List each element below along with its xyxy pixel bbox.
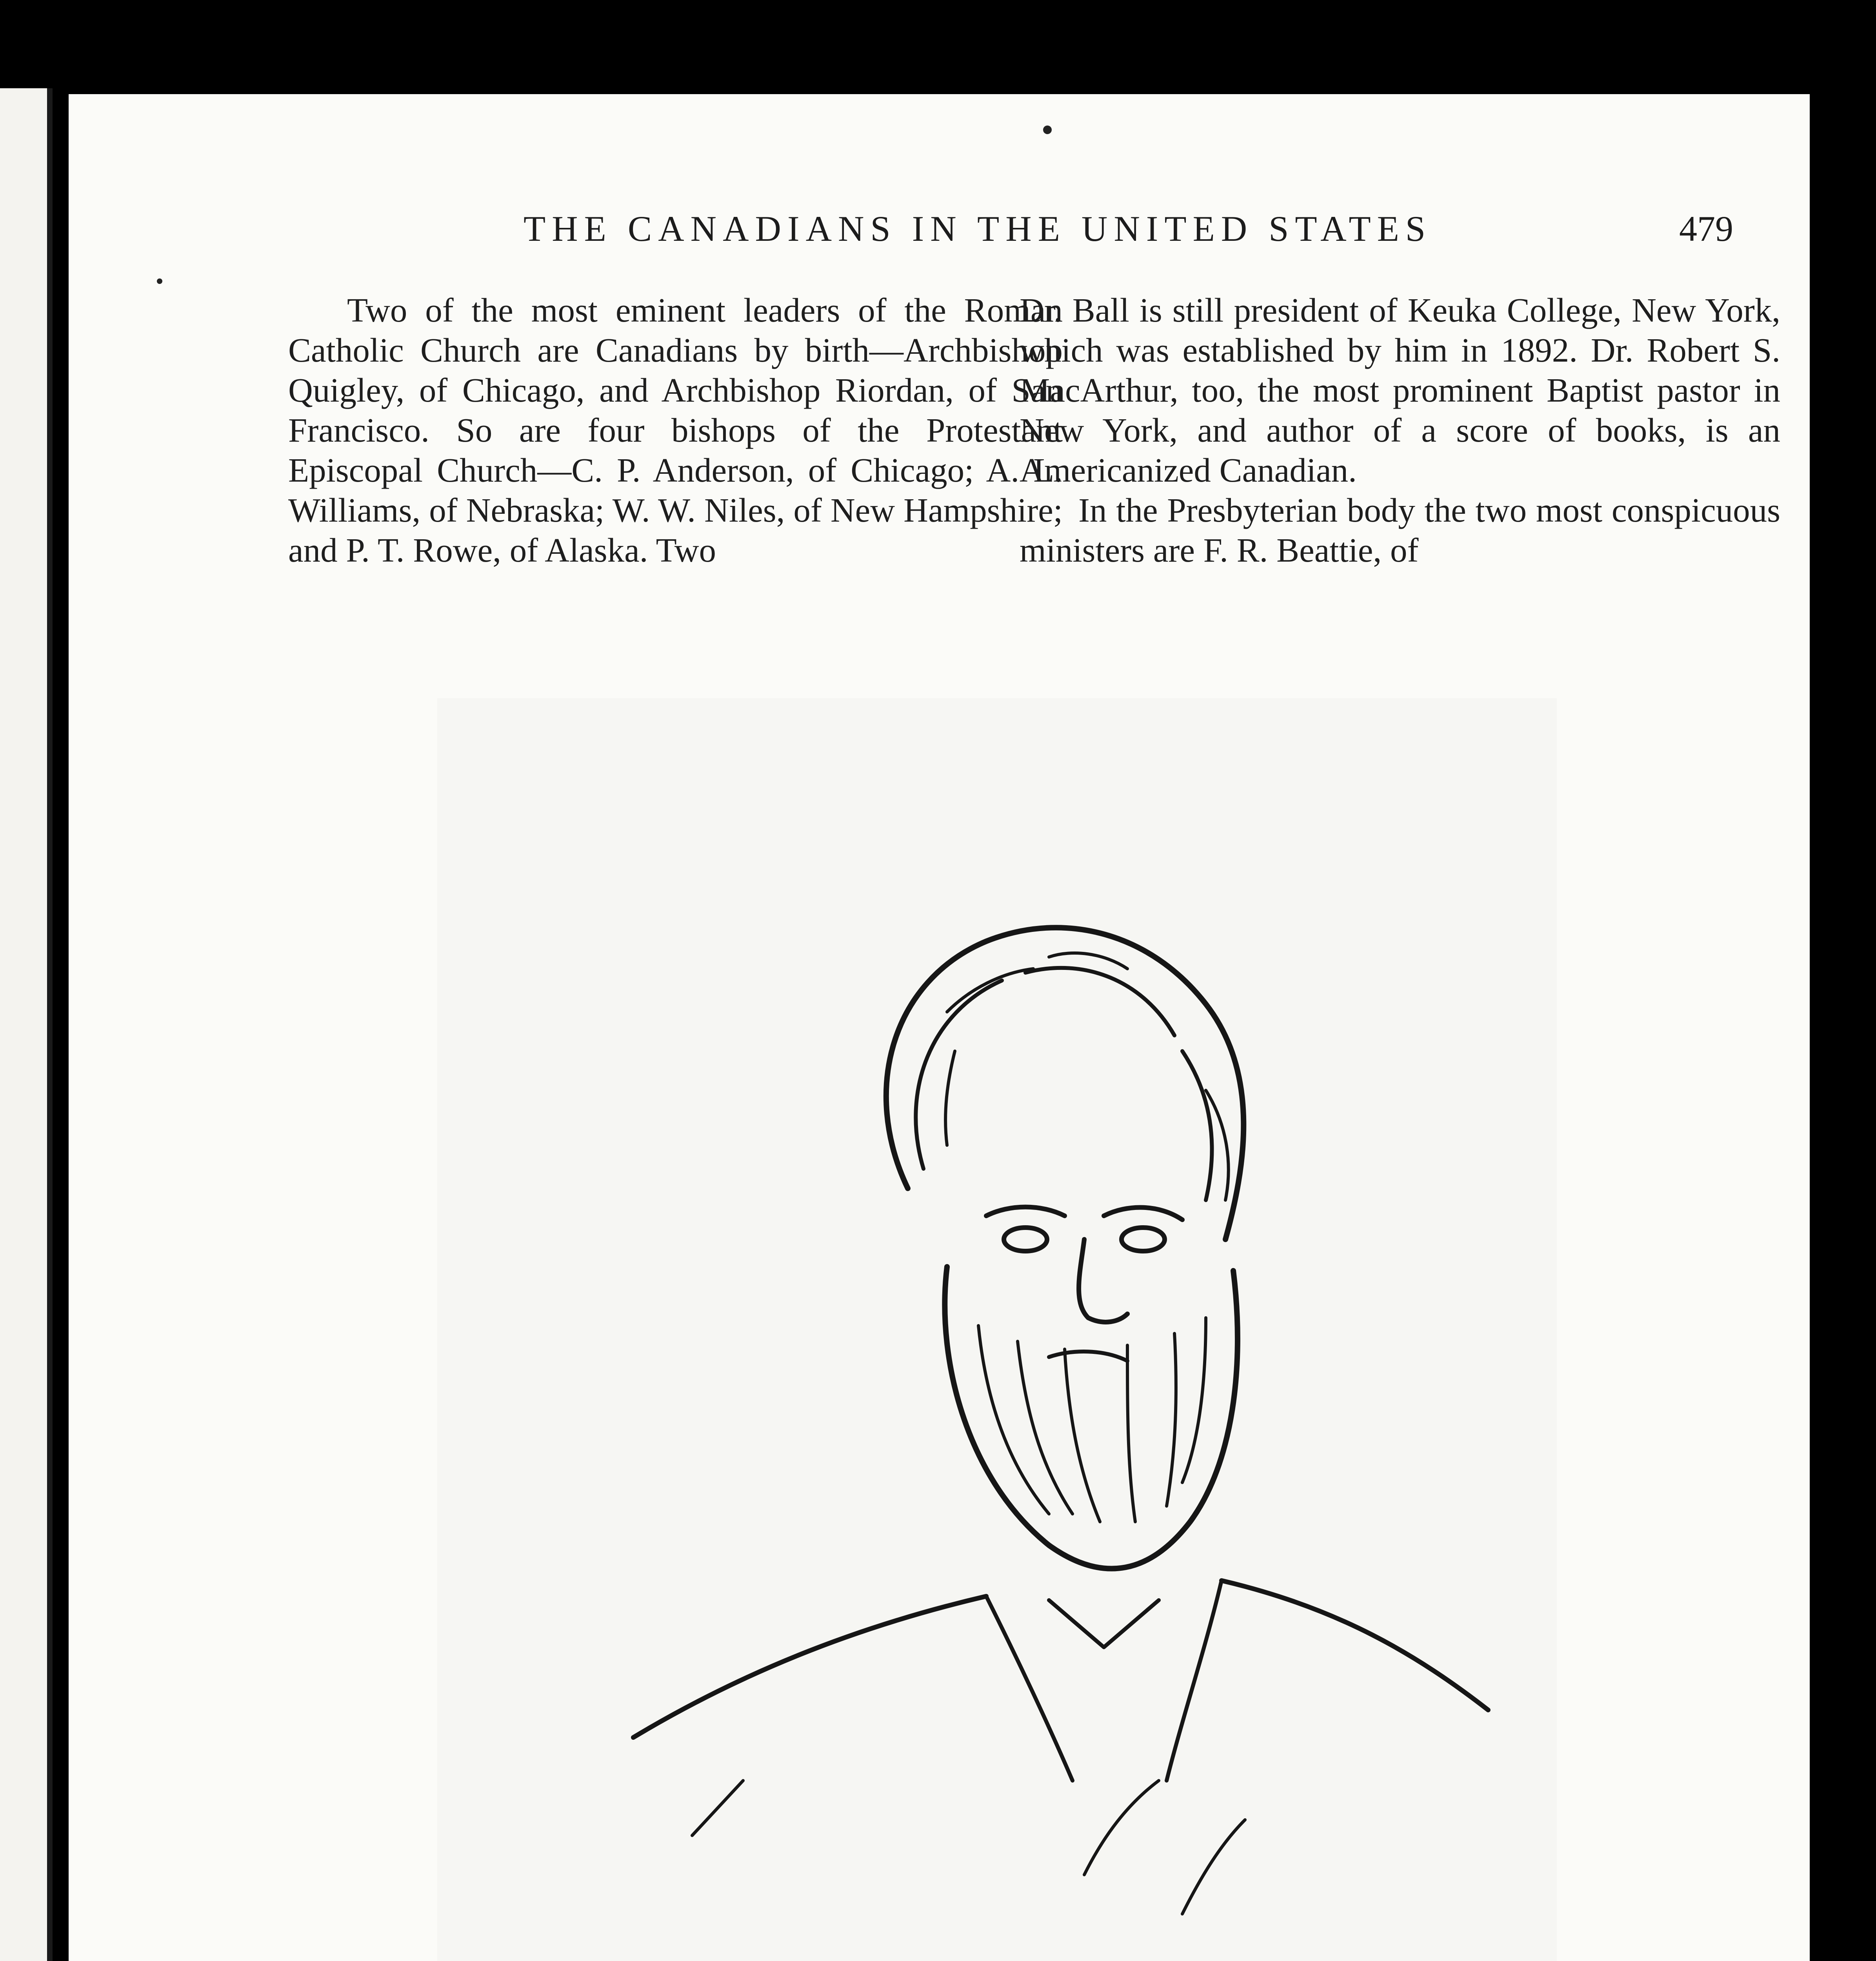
paragraph: In the Presbyterian body the two most conspicuous ministers are F. R. Beattie, of bbox=[1020, 491, 1780, 569]
column-top-left bbox=[288, 290, 1063, 570]
running-head bbox=[69, 208, 1810, 278]
ink-dot bbox=[157, 278, 162, 284]
portrait-drawing bbox=[437, 698, 1557, 1961]
portrait-illustration bbox=[437, 698, 1557, 1961]
running-title: THE CANADIANS IN THE UNITED STATES bbox=[524, 209, 1432, 249]
adjacent-page-edge bbox=[0, 88, 53, 1961]
page-number: 479 bbox=[1679, 209, 1733, 249]
book-page bbox=[69, 94, 1810, 1961]
paragraph: Two of the most eminent leaders of the Roman Catholic Church are Canadians by birth—Archbishop Quigley, of Chicago, and Archbishop Riordan, of San Francisco. So are four bishops of the Protestant Episcopal Church—C. P. Anderson, of Chicago; A. L. Williams, of Nebraska; W. W. Niles, of New Hampshire; and P. T. Rowe, of Alaska. Two bbox=[288, 291, 1063, 569]
paragraph: Dr. Ball is still president of Keuka College, New York, which was established by him in 1892. Dr. Robert S. MacArthur, too, the most prominent Baptist pastor in New York, and author of a score of books, is an Americanized Canadian. bbox=[1020, 291, 1780, 489]
column-top-right bbox=[1020, 290, 1780, 570]
ink-dot bbox=[1043, 126, 1052, 134]
